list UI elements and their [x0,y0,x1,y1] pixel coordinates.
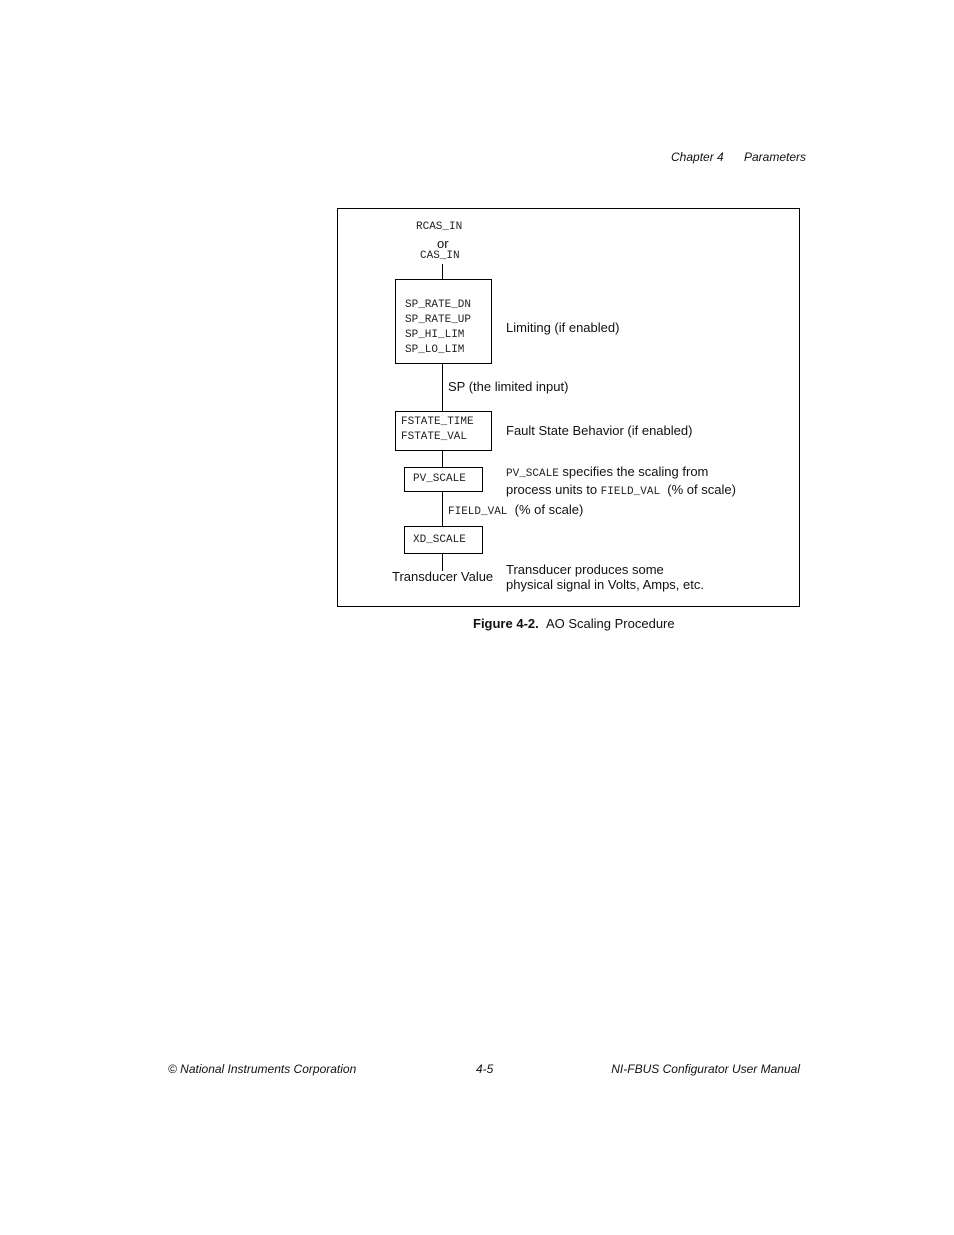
pv-scale-code: PV_SCALE [506,468,559,480]
fstate-label: Fault State Behavior (if enabled) [506,423,693,438]
pv-scale-text: process units to [506,482,601,497]
footer-page-number: 4-5 [476,1062,494,1076]
header-section: Parameters [744,150,807,164]
xd-scale-box [404,526,483,554]
limiting-param: SP_HI_LIM [405,329,465,341]
limiting-param: SP_LO_LIM [405,344,465,356]
connector-line [442,450,443,468]
input-or: or [437,236,449,251]
footer-manual-title: NI-FBUS Configurator User Manual [611,1062,800,1076]
xd-scale-name: XD_SCALE [413,534,466,546]
header-chapter: Chapter 4 [671,150,724,164]
input-rcas-in: RCAS_IN [416,221,463,233]
transducer-description [506,562,704,592]
pv-scale-description [506,464,736,500]
transducer-desc-line: Transducer produces some [506,562,664,577]
figure-caption [473,616,675,631]
pv-scale-text: (% of scale) [660,482,736,497]
limiting-label: Limiting (if enabled) [506,320,620,335]
pv-scale-name: PV_SCALE [413,473,466,485]
connector-line [442,363,443,412]
input-cas-in: CAS_IN [420,250,460,262]
connector-line [442,491,443,526]
footer-copyright: © National Instruments Corporation [168,1062,357,1076]
field-val-text: (% of scale) [507,502,584,517]
field-val-code: FIELD_VAL [448,506,508,518]
fstate-param: FSTATE_VAL [401,431,468,443]
field-val-code: FIELD_VAL [600,486,661,498]
limiting-param: SP_RATE_UP [405,314,472,326]
connector-line [442,264,443,280]
caption-title: AO Scaling Procedure [545,616,675,631]
pv-scale-box [404,467,483,492]
sp-label: SP (the limited input) [448,379,569,394]
transducer-desc-line: physical signal in Volts, Amps, etc. [506,577,704,592]
pv-scale-text: specifies the scaling from [558,464,709,479]
fstate-box [395,411,492,451]
field-val-label [448,501,583,519]
fstate-param: FSTATE_TIME [401,416,474,428]
transducer-value: Transducer Value [392,569,494,584]
limiting-param: SP_RATE_DN [405,299,472,311]
caption-label: Figure 4-2. [473,616,539,631]
limiting-box [395,279,492,364]
